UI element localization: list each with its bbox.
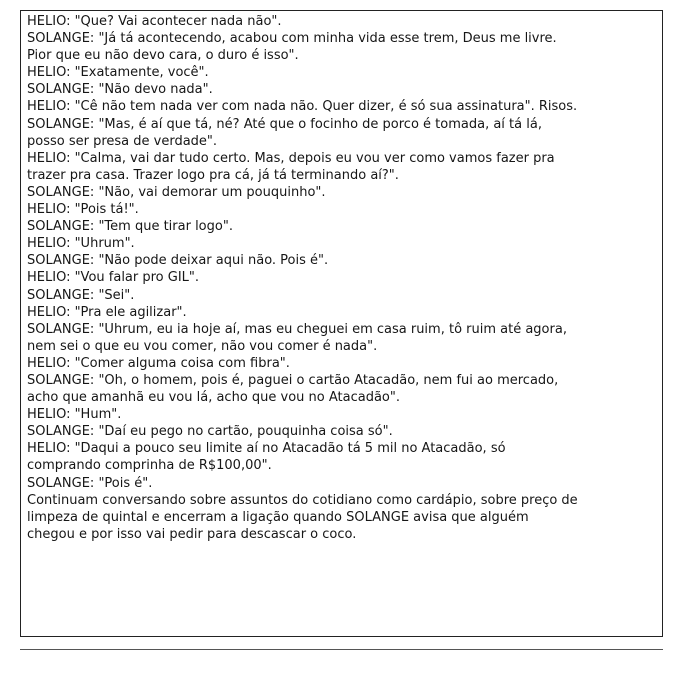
- transcript-line: SOLANGE: "Não, vai demorar um pouquinho".: [27, 184, 326, 200]
- transcript-line: SOLANGE: "Não pode deixar aqui não. Pois é".: [27, 253, 329, 269]
- transcript-line: HELIO: "Comer alguma coisa com fibra".: [27, 355, 290, 371]
- transcript-line: SOLANGE: "Mas, é aí que tá, né? Até que o focinho de porco é tomada, aí tá lá,: [27, 116, 542, 132]
- transcript-line: HELIO: "Vou falar pro GIL".: [27, 270, 200, 286]
- transcript-line: Pior que eu não devo cara, o duro é isso".: [27, 48, 299, 64]
- transcript-line: SOLANGE: "Daí eu pego no cartão, pouquinha coisa só".: [27, 424, 393, 440]
- transcript-line: HELIO: "Que? Vai acontecer nada não".: [27, 14, 282, 29]
- transcript-line: HELIO: "Uhrum".: [27, 236, 135, 252]
- transcript-line: SOLANGE: "Uhrum, eu ia hoje aí, mas eu cheguei em casa ruim, tô ruim até agora,: [27, 321, 567, 337]
- transcript-line: posso ser presa de verdade".: [27, 133, 218, 149]
- transcript-line: comprando comprinha de R$100,00".: [27, 458, 272, 474]
- transcript-line: SOLANGE: "Tem que tirar logo".: [27, 219, 233, 235]
- transcript-line: Continuam conversando sobre assuntos do cotidiano como cardápio, sobre preço de: [27, 492, 578, 508]
- transcript-line: nem sei o que eu vou comer, não vou comer é nada".: [27, 338, 378, 354]
- transcript-line: chegou e por isso vai pedir para descascar o coco.: [27, 526, 357, 542]
- transcript-line: HELIO: "Pra ele agilizar".: [27, 304, 187, 320]
- transcript-line: SOLANGE: "Sei".: [27, 287, 135, 303]
- transcript-line: SOLANGE: "Oh, o homem, pois é, paguei o cartão Atacadão, nem fui ao mercado,: [27, 372, 559, 388]
- transcript-line: HELIO: "Calma, vai dar tudo certo. Mas, depois eu vou ver como vamos fazer pra: [27, 150, 555, 166]
- transcript-line: limpeza de quintal e encerram a ligação quando SOLANGE avisa que alguém: [27, 509, 529, 525]
- transcript-line: HELIO: "Exatamente, você".: [27, 65, 209, 81]
- transcript-line: HELIO: "Pois tá!".: [27, 202, 139, 218]
- transcript-line: HELIO: "Daqui a pouco seu limite aí no Atacadão tá 5 mil no Atacadão, só: [27, 441, 506, 457]
- transcript-line: SOLANGE: "Já tá acontecendo, acabou com minha vida esse trem, Deus me livre.: [27, 31, 557, 47]
- transcript-line: HELIO: "Cê não tem nada ver com nada não. Quer dizer, é só sua assinatura". Risos.: [27, 99, 578, 115]
- transcript-line: trazer pra casa. Trazer logo pra cá, já tá terminando aí?".: [27, 167, 399, 183]
- transcript-line: acho que amanhã eu vou lá, acho que vou no Atacadão".: [27, 390, 400, 406]
- transcript-line: HELIO: "Hum".: [27, 407, 122, 423]
- bottom-divider: [20, 649, 663, 650]
- transcript-line: SOLANGE: "Não devo nada".: [27, 82, 213, 98]
- transcript-line: SOLANGE: "Pois é".: [27, 475, 153, 491]
- transcript-box: [20, 10, 663, 637]
